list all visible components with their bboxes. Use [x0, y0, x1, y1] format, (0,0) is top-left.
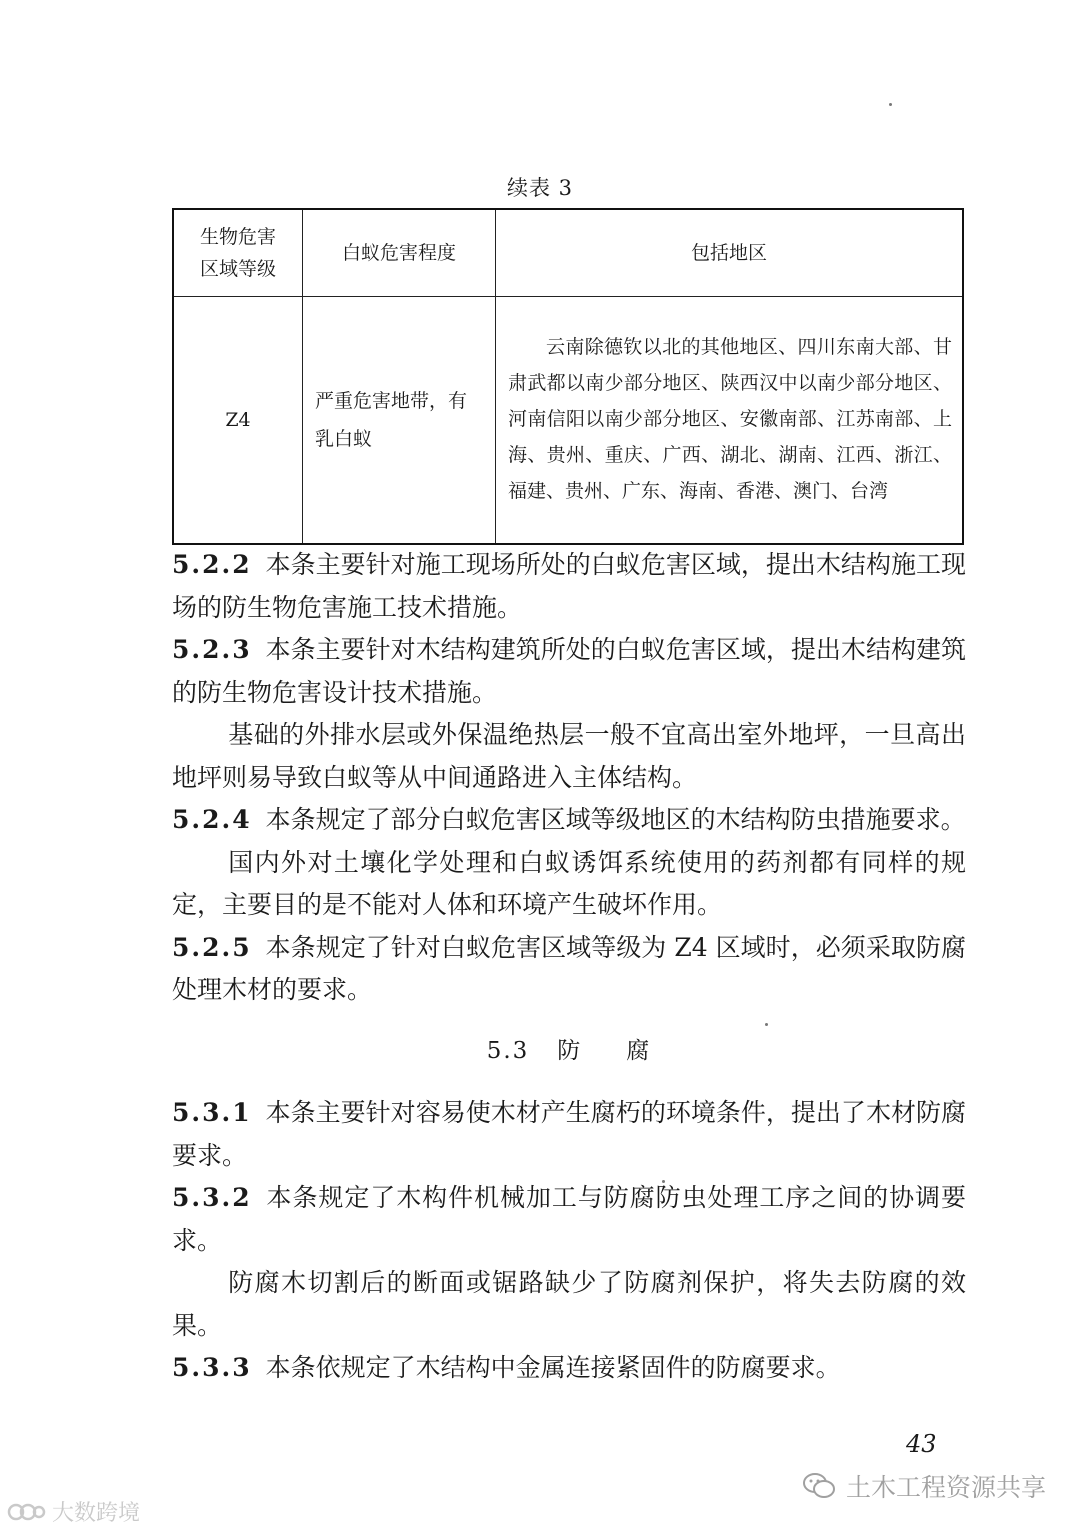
cell-grade: Z4	[173, 297, 303, 545]
clause-text: 本条规定了木构件机械加工与防腐防虫处理工序之间的协调要求。	[172, 1183, 966, 1255]
watermark-left-text: 大数跨境	[52, 1501, 141, 1526]
section-heading	[172, 1030, 966, 1073]
clause-number: 5.2.2	[172, 550, 252, 579]
table-caption: 续表 3	[506, 176, 574, 200]
watermark-right-text: 土木工程资源共享	[845, 1473, 1046, 1502]
header-grade	[173, 209, 303, 297]
paragraph-5-3-2: 防腐木切割后的断面或锯路缺少了防腐剂保护，将失去防腐的效果。	[172, 1268, 966, 1340]
header-grade-line2: 区域等级	[199, 258, 276, 280]
speck	[889, 103, 892, 106]
header-grade-line1: 生物危害	[199, 226, 276, 248]
clause-text: 本条主要针对木结构建筑所处的白蚁危害区域，提出木结构建筑的防生物危害设计技术措施。	[172, 635, 966, 707]
section-number: 5.3	[486, 1037, 530, 1064]
clause-number: 5.3.1	[172, 1098, 252, 1127]
table-header-row	[173, 209, 963, 297]
watermark-left	[6, 1496, 140, 1527]
clause-number: 5.2.3	[172, 635, 252, 664]
header-severity: 白蚁危害程度	[303, 209, 496, 297]
clause-text: 本条主要针对施工现场所处的白蚁危害区域，提出木结构施工现场的防生物危害施工技术措施。	[172, 550, 966, 622]
clause-text: 本条规定了针对白蚁危害区域等级为 Z4 区域时，必须采取防腐处理木材的要求。	[172, 932, 966, 1004]
body-text	[172, 544, 966, 1390]
table-row	[173, 297, 963, 545]
clause-5-3-2	[172, 1177, 966, 1262]
clause-number: 5.3.3	[172, 1353, 252, 1382]
section-title-a: 防	[557, 1037, 583, 1064]
clause-5-2-3	[172, 629, 966, 714]
page-number: 43	[906, 1430, 937, 1458]
clause-number: 5.2.4	[172, 805, 252, 834]
clause-text: 本条主要针对容易使木材产生腐朽的环境条件，提出了木材防腐要求。	[172, 1098, 966, 1170]
clause-number: 5.3.2	[172, 1183, 252, 1212]
header-regions: 包括地区	[496, 209, 964, 297]
paragraph-5-2-4: 国内外对土壤化学处理和白蚁诱饵系统使用的药剂都有同样的规定，主要目的是不能对人体和环境产生破坏作用。	[172, 847, 966, 919]
clause-5-2-5	[172, 927, 966, 1012]
clause-5-2-4	[172, 799, 966, 842]
cell-regions: 云南除德钦以北的其他地区、四川东南大部、甘肃武都以南少部分地区、陕西汉中以南少部分地区、河南信阳以南少部分地区、安徽南部、江苏南部、上海、贵州、重庆、广西、湖北、湖南、江西、浙江、福建、贵州、广东、海南、香港、澳门、台湾	[496, 297, 964, 545]
clause-5-2-2	[172, 544, 966, 629]
cell-severity: 严重危害地带，有乳白蚁	[303, 297, 496, 545]
chain-logo-icon	[6, 1501, 46, 1523]
clause-text: 本条依规定了木结构中金属连接紧固件的防腐要求。	[265, 1353, 841, 1382]
clause-5-3-3	[172, 1347, 966, 1390]
watermark-right	[802, 1468, 1046, 1504]
clause-number: 5.2.5	[172, 932, 252, 962]
clause-text: 本条规定了部分白蚁危害区域等级地区的木结构防虫措施要求。	[265, 805, 966, 834]
wechat-icon	[802, 1471, 836, 1501]
speck	[765, 1023, 768, 1026]
bio-hazard-table	[172, 208, 964, 545]
clause-5-3-1	[172, 1092, 966, 1177]
section-title-b: 腐	[626, 1037, 652, 1064]
paragraph-5-2-3: 基础的外排水层或外保温绝热层一般不宜高出室外地坪，一旦高出地坪则易导致白蚁等从中间通路进入主体结构。	[172, 720, 966, 792]
speck	[662, 1180, 665, 1183]
